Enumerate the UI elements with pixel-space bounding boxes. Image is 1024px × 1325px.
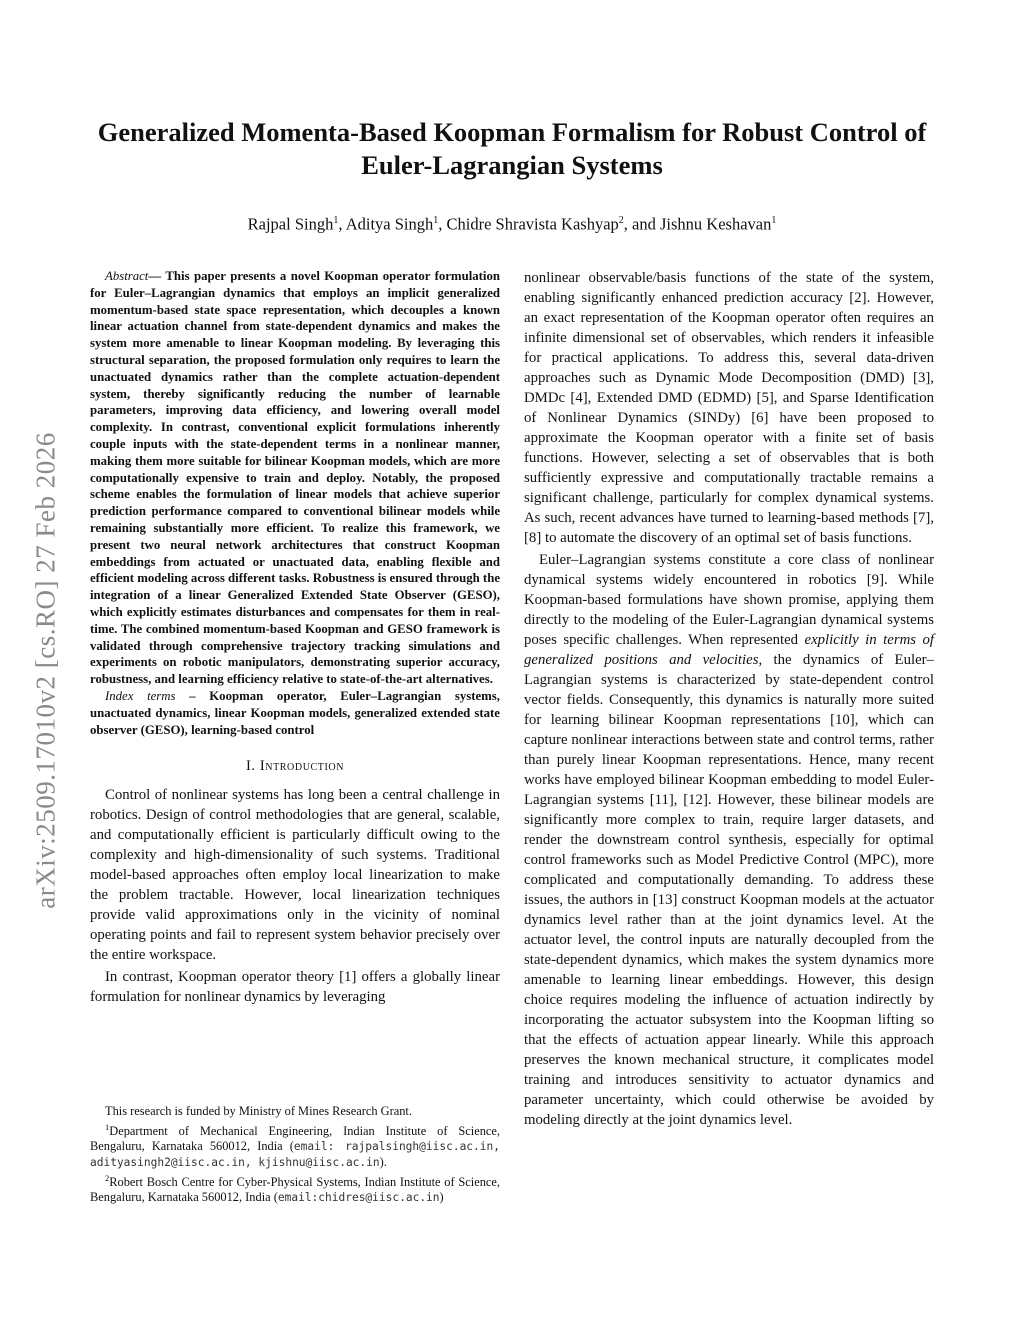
- footnote-email: email: rajpalsingh@iisc.ac.in, adityasingh2@iisc.ac.in, kjishnu@iisc.ac.in: [90, 1140, 500, 1169]
- paragraph-text: , the dynamics of Euler–Lagrangian systems is characterized by state-dependent control vector fields. Consequently, this dynamics is naturally more suited for learning bilinear Koopman representations [10], which can capture nonlinear interactions between state and control terms, rather than purely linear Koopman representations. Hence, many recent works have employed bilinear Koopman embedding to model Euler-Lagrangian systems [11], [12]. However, these bilinear models are significantly more complex to train, require larger datasets, and render the downstream control synthesis, especially for optimal control frameworks such as Model Predictive Control (MPC), more complicated and computationally demanding. To address these issues, the authors in [13] construct Koopman models at the actuator dynamics level rather than at the joint dynamics level. At the actuator level, the control inputs are naturally decoupled from the state-dependent dynamics, which makes the system dynamics more amenable to learning linear embeddings. However, this design choice requires modeling the influence of actuation indirectly by incorporating the actuator subsystem into the Koopman lifting so that the effects of actuation appear linearly. While this approach preserves the known mechanical structure, it complicates model training and introduces sensitivity to actuator dynamics and parameter uncertainty, which could otherwise be avoided by modeling directly at the joint dynamics level.: [524, 652, 934, 1128]
- index-terms-label: Index terms: [105, 688, 176, 703]
- footnote-close: ): [439, 1190, 444, 1205]
- footnote-mark: 2: [105, 1172, 110, 1183]
- author-name: Jishnu Keshavan: [660, 214, 772, 234]
- footnote-mark: 1: [105, 1121, 110, 1132]
- body-paragraph: [524, 550, 934, 1130]
- body-paragraph: In contrast, Koopman operator theory [1] offers a globally linear formulation for nonlinear dynamics by leveraging: [90, 969, 500, 1006]
- abstract: [90, 268, 500, 688]
- affiliation-footnote-2: [90, 1171, 500, 1206]
- author-affiliation-mark: 2: [618, 215, 624, 226]
- left-column: [90, 268, 500, 1007]
- author-name: Chidre Shravista Kashyap: [446, 214, 619, 234]
- author-list: [92, 210, 932, 236]
- footnote-close: ).: [379, 1154, 387, 1169]
- right-column: [524, 268, 934, 1130]
- funding-footnote: This research is funded by Ministry of Mines Research Grant.: [105, 1104, 412, 1118]
- author-affiliation-mark: 1: [433, 215, 439, 226]
- author-name: Rajpal Singh: [247, 214, 334, 234]
- abstract-body: — This paper presents a novel Koopman operator formulation for Euler–Lagrangian dynamics that employs an implicit generalized momentum-based state space representation, which decouples a known linear actuation channel from state-dependent dynamics and makes the system more amenable to linear Koopman modeling. By leveraging this structural separation, the proposed formulation only requires to learn the unactuated dynamics rather than the complete actuation-dependent system, thereby significantly reducing the number of learnable parameters, improving data efficiency, and lowering overall model complexity. In contrast, conventional explicit formulations inherently couple inputs with the state-dependent terms in a nonlinear manner, making them more suitable for bilinear Koopman models, which are more computationally expensive to train and deploy. Notably, the proposed scheme enables the formulation of linear models that achieve superior prediction performance compared to conventional bilinear models while remaining substantially more efficient. To realize this framework, we present two neural network architectures that construct Koopman embeddings from actuated or unactuated data, enabling flexible and efficient modeling across different tasks. Robustness is ensured through the integration of a linear Generalized Extended State Observer (GESO), which explicitly estimates disturbances and compensates for them in real-time. The combined momentum-based Koopman and GESO framework is validated through comprehensive trajectory tracking simulations and experiments on robotic manipulators, demonstrating superior accuracy, robustness, and learning efficiency relative to state-of-the-art alternatives.: [90, 269, 500, 687]
- index-terms-body: – Koopman operator, Euler–Lagrangian systems, unactuated dynamics, linear Koopman models, generalized extended state observer (GESO), learning-based control: [90, 688, 500, 737]
- section-heading-introduction: I. Introduction: [245, 758, 345, 775]
- affiliation-footnote-1: [90, 1120, 500, 1171]
- author-affiliation-mark: 1: [771, 215, 777, 226]
- paper-title: Generalized Momenta-Based Koopman Formalism for Robust Control of Euler-Lagrangian Systems: [97, 117, 927, 180]
- footnote-email: email:chidres@iisc.ac.in: [277, 1191, 440, 1205]
- author-name: Aditya Singh: [345, 214, 434, 234]
- author-separator: ,: [338, 214, 346, 234]
- author-separator: , and: [623, 214, 660, 234]
- body-paragraph: nonlinear observable/basis functions of the state of the system, enabling significantly enhanced prediction accuracy [2]. However, an exact representation of the Koopman operator often requires an infinite dimensional set of observables, which renders it infeasible for practical applications. To address this, several data-driven approaches such as Dynamic Mode Decomposition (DMD) [3], DMDc [4], Extended DMD (EDMD) [5], and Sparse Identification of Nonlinear Dynamics (SINDy) [6] have been proposed to approximate the Koopman operator with a finite set of basis functions. However, selecting a set of observables that is both sufficiently expressive and computationally tractable remains a significant challenge, particularly for complex dynamical systems. As such, recent advances have turned to learning-based methods [7], [8] to automate the discovery of an optimal set of basis functions.: [524, 270, 934, 546]
- paragraph-text: Euler–Lagrangian systems constitute a core class of nonlinear dynamical systems widely encountered in robotics [9]. While Koopman-based formulations have shown promise, applying them directly to the modeling of the Euler-Lagrangian dynamical systems poses specific challenges. When represented: [524, 552, 934, 648]
- footnote-text: Department of Mechanical Engineering, Indian Institute of Science, Bengaluru, Karnataka 560012, India (: [90, 1123, 500, 1154]
- index-terms: [90, 688, 500, 738]
- footnote-text: Robert Bosch Centre for Cyber-Physical Systems, Indian Institute of Science, Bengaluru, Karnataka 560012, India (: [90, 1174, 500, 1205]
- arxiv-identifier-stamp: [16, 370, 76, 970]
- author-affiliation-mark: 1: [333, 215, 339, 226]
- arxiv-identifier-text: arXiv:2509.17010v2 [cs.RO] 27 Feb 2026: [30, 431, 61, 909]
- abstract-label: Abstract: [105, 269, 149, 283]
- author-separator: ,: [438, 214, 447, 234]
- paragraph-emphasis: explicitly in terms of generalized positions and velocities: [524, 632, 934, 668]
- footnotes: [90, 1104, 500, 1206]
- body-paragraph: Control of nonlinear systems has long been a central challenge in robotics. Design of control methodologies that are general, scalable, and computationally efficient is particularly difficult owing to the complexity and high-dimensionality of such systems. Traditional model-based approaches often employ local linearization to make the problem tractable. However, local linearization techniques provide valid approximations only in the vicinity of nominal operating points and fail to represent system behavior precisely over the entire workspace.: [90, 787, 500, 964]
